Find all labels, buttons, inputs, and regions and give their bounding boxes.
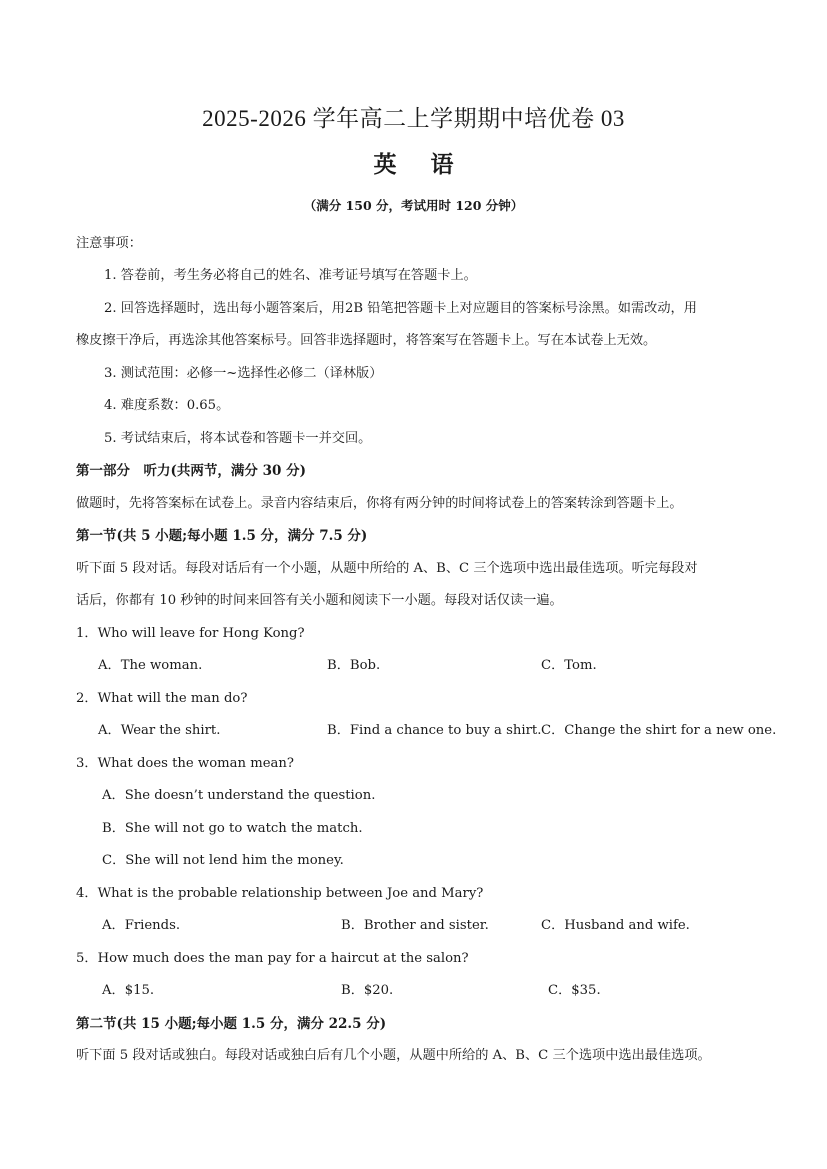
note-item-5: 5. 考试结束后，将本试卷和答题卡一并交回。	[104, 431, 372, 446]
subject-heading	[0, 146, 827, 179]
question-4-option-b: B．Brother and sister.	[341, 918, 489, 933]
question-2-stem: 2．What will the man do?	[76, 691, 248, 706]
question-5-option-a: A．$15.	[102, 983, 155, 998]
note-item-1: 1. 答卷前，考生务必将自己的姓名、准考证号填写在答题卡上。	[104, 268, 477, 283]
note-item-4: 4. 难度系数：0.65。	[104, 398, 230, 413]
question-3-stem: 3．What does the woman mean?	[76, 756, 294, 771]
exam-title: 2025-2026 学年高二上学期期中培优卷 03	[202, 106, 625, 131]
question-4-option-c: C．Husband and wife.	[541, 918, 690, 933]
question-1-stem: 1．Who will leave for Hong Kong?	[76, 626, 305, 641]
question-2-option-b: B．Find a chance to buy a shirt.	[327, 723, 542, 738]
section1-heading: 第一节(共 5 小题;每小题 1.5 分，满分 7.5 分)	[76, 528, 368, 544]
part1-instruction: 做题时，先将答案标在试卷上。录音内容结束后，你将有两分钟的时间将试卷上的答案转涂到答题卡上。	[76, 496, 683, 511]
section2-instruction: 听下面 5 段对话或独白。每段对话或独白后有几个小题，从题中所给的 A、B、C 三个选项中选出最佳选项。	[76, 1048, 711, 1063]
question-1-option-a: A．The woman.	[98, 658, 203, 673]
question-3-option-a: A．She doesn’t understand the question.	[102, 788, 376, 803]
question-1-option-c: C．Tom.	[541, 658, 597, 673]
subject-char-2: 语	[430, 152, 454, 178]
question-3-option-b: B．She will not go to watch the match.	[102, 821, 363, 836]
notes-heading: 注意事项：	[76, 236, 142, 251]
exam-meta: （满分 150 分，考试用时 120 分钟）	[303, 198, 524, 213]
part1-heading: 第一部分 听力(共两节，满分 30 分)	[76, 463, 306, 479]
question-2-option-a: A．Wear the shirt.	[98, 723, 221, 738]
question-5-stem: 5．How much does the man pay for a haircut at the salon?	[76, 951, 469, 966]
note-item-2-line-1: 2. 回答选择题时，选出每小题答案后，用2B 铅笔把答题卡上对应题目的答案标号涂黑。如需改动，用	[104, 301, 697, 316]
question-5-option-c: C．$35.	[548, 983, 601, 998]
question-1-option-b: B．Bob.	[327, 658, 381, 673]
subject-char-1: 英	[373, 152, 397, 178]
section2-heading: 第二节(共 15 小题;每小题 1.5 分，满分 22.5 分)	[76, 1016, 387, 1032]
question-5-option-b: B．$20.	[341, 983, 394, 998]
question-4-option-a: A．Friends.	[102, 918, 181, 933]
question-4-stem: 4．What is the probable relationship between Joe and Mary?	[76, 886, 484, 901]
section1-instruction-line-2: 话后，你都有 10 秒钟的时间来回答有关小题和阅读下一小题。每段对话仅读一遍。	[76, 593, 563, 608]
question-2-option-c: C．Change the shirt for a new one.	[541, 723, 777, 738]
note-item-3: 3. 测试范围：必修一~选择性必修二（译林版）	[104, 366, 383, 381]
section1-instruction-line-1: 听下面 5 段对话。每段对话后有一个小题，从题中所给的 A、B、C 三个选项中选出最佳选项。听完每段对	[76, 561, 698, 576]
note-item-2-line-2: 橡皮擦干净后，再选涂其他答案标号。回答非选择题时，将答案写在答题卡上。写在本试卷上无效。	[76, 333, 657, 348]
question-3-option-c: C．She will not lend him the money.	[102, 853, 344, 868]
